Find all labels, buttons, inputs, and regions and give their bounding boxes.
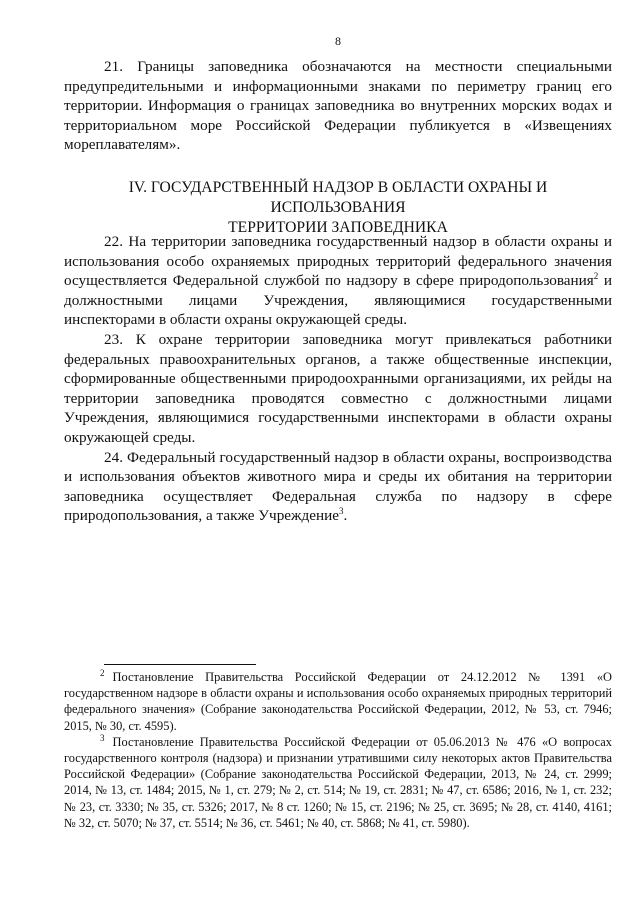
paragraph-22-text-start: 22. На территории заповедника государственный надзор в области охраны и использования особо охраняемых природных территорий федерального значения осуществляется Федеральной службой по надзору в сфере природопользования [64, 233, 612, 290]
paragraph-21-text: 21. Границы заповедника обозначаются на местности специальными предупредительными и информационными знаками по периметру границ его территории. Информация о границах заповедника во внутренних морских водах и территориальном море Российской Федерации публикуется в «Извещениях мореплавателям». [64, 58, 612, 154]
footnote-ref-3: 3 [339, 506, 344, 517]
footnote-divider [104, 664, 256, 665]
section-heading-line-1: IV. ГОСУДАРСТВЕННЫЙ НАДЗОР В ОБЛАСТИ ОХРАНЫ И ИСПОЛЬЗОВАНИЯ [128, 179, 548, 216]
paragraph-24-text-start: 24. Федеральный государственный надзор в области охраны, воспроизводства и использования объектов животного мира и среды их обитания на территории заповедника осуществляет Федеральная служба по надзору в сфере природопользования, а также Учреждение [64, 448, 612, 525]
paragraph-21 [64, 57, 612, 155]
section-heading-line-2: ТЕРРИТОРИИ ЗАПОВЕДНИКА [228, 219, 448, 236]
paragraphs-22-24 [64, 232, 612, 526]
footnote-2-text: Постановление Правительства Российской Федерации от 24.12.2012 № 1391 «О государственном надзоре в области охраны и использования особо охраняемых природных территорий федерального значения» (Собрание законодательства Российской Федерации, 2012, № 53, ст. 7946; 2015, № 30, ст. 4595). [64, 670, 612, 733]
paragraph-23: 23. К охране территории заповедника могут привлекаться работники федеральных правоохранительных органов, а также общественные инспекции, сформированные общественными природоохранными организациями, их рейды на территории заповедника проводятся совместно с должностными лицами Учреждения, являющимися государственными инспекторами в области охраны окружающей среды. [64, 330, 612, 446]
paragraph-24 [64, 448, 612, 526]
footnote-2-mark: 2 [100, 667, 105, 678]
footnote-ref-2: 2 [593, 271, 599, 282]
footnotes [64, 669, 612, 831]
footnote-2 [64, 669, 612, 734]
footnote-3-mark: 3 [100, 732, 105, 743]
footnote-3 [64, 734, 612, 831]
paragraph-24-text-end: . [343, 507, 348, 525]
document-page [64, 0, 612, 905]
paragraph-22-text-end: и должностными лицами Учреждения, являющимися государственными инспекторами в области охраны окружающей среды. [64, 272, 612, 329]
section-heading [64, 178, 612, 238]
footnote-3-text: Постановление Правительства Российской Федерации от 05.06.2013 № 476 «О вопросах государственного контроля (надзора) и признании утратившими силу некоторых актов Правительства Российской Федерации» (Собрание законодательства Российской Федерации, 2013, № 24, ст. 2999; 2014, № 13, ст. 1484; 2015, № 1, ст. 279; № 2, ст. 514; № 19, ст. 2831; № 47, ст. 6586; 2016, № 1, ст. 232; № 23, ст. 3330; № 35, ст. 5326; 2017, № 8 ст. 1260; № 15, ст. 2196; № 25, ст. 3695; № 28, ст. 4140, 4161; № 32, ст. 5070; № 37, ст. 5514; № 36, ст. 5461; № 40, ст. 5868; № 41, ст. 5980). [64, 734, 612, 830]
paragraph-22 [64, 232, 612, 330]
page-number: 8 [335, 34, 341, 48]
